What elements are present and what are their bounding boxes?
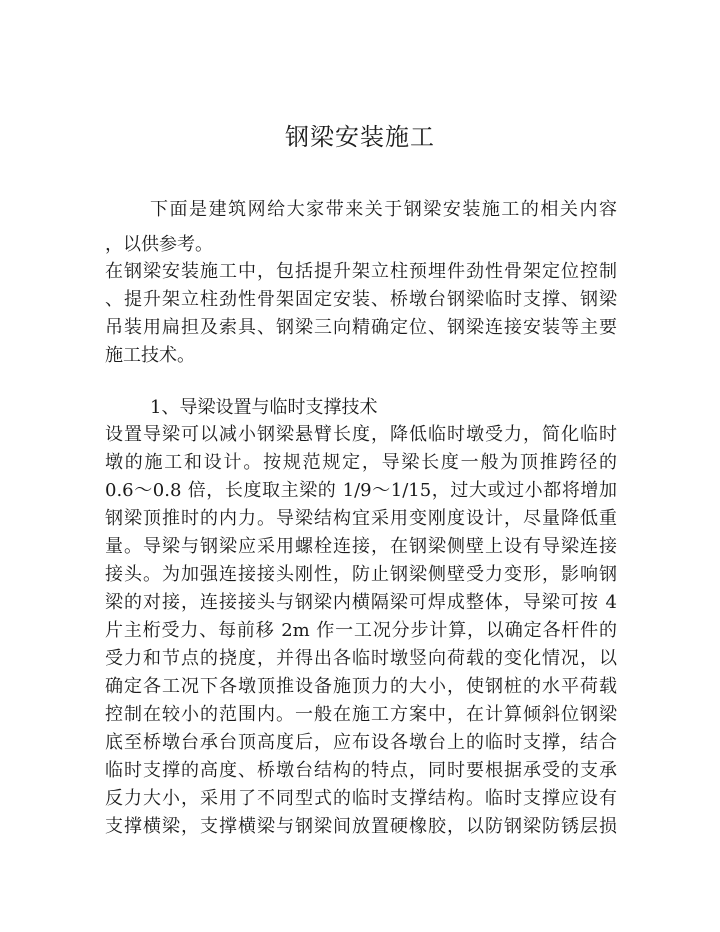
section-line: 片主桁受力、每前移 2m 作一工况分步计算，以确定各杆件的 xyxy=(105,620,617,641)
section-line: 确定各工况下各墩顶推设备施顶力的大小，使钢桩的水平荷载 xyxy=(105,676,617,697)
section-line: 反力大小，采用了不同型式的临时支撑结构。临时支撑应设有 xyxy=(105,788,617,809)
section-line: 临时支撑的高度、桥墩台结构的特点，同时要根据承受的支承 xyxy=(105,760,617,781)
section-line: 受力和节点的挠度，并得出各临时墩竖向荷载的变化情况，以 xyxy=(105,648,617,669)
section-line: 底至桥墩台承台顶高度后，应布设各墩台上的临时支撑，结合 xyxy=(105,732,617,753)
summary-line: 吊装用扁担及索具、钢梁三向精确定位、钢梁连接安装等主要 xyxy=(105,317,617,338)
section-line: 量。导梁与钢梁应采用螺栓连接，在钢梁侧壁上设有导梁连接 xyxy=(105,536,617,557)
section-line: 钢梁顶推时的内力。导梁结构宜采用变刚度设计，尽量降低重 xyxy=(105,508,617,529)
section-line: 设置导梁可以减小钢梁悬臂长度，降低临时墩受力，简化临时 xyxy=(105,424,617,445)
summary-line: 、提升架立柱劲性骨架固定安装、桥墩台钢梁临时支撑、钢梁 xyxy=(105,289,617,310)
section-line: 0.6～0.8 倍，长度取主梁的 1/9～1/15，过大或过小都将增加 xyxy=(105,480,617,501)
section-line: 接头。为加强连接接头刚性，防止钢梁侧壁受力变形，影响钢 xyxy=(105,564,617,585)
section-heading: 1、导梁设置与临时支撑技术 xyxy=(150,397,378,418)
section-line: 墩的施工和设计。按规范规定，导梁长度一般为顶推跨径的 xyxy=(105,452,617,473)
intro-line: 下面是建筑网给大家带来关于钢梁安装施工的相关内容 xyxy=(150,199,617,220)
intro-line: ，以供参考。 xyxy=(105,234,213,255)
document-title: 钢梁安装施工 xyxy=(285,123,435,151)
section-line: 支撑横梁，支撑横梁与钢梁间放置硬橡胶，以防钢梁防锈层损 xyxy=(105,816,617,837)
section-line: 控制在较小的范围内。一般在施工方案中，在计算倾斜位钢梁 xyxy=(105,704,617,725)
summary-line: 施工技术。 xyxy=(105,345,195,366)
section-line: 梁的对接，连接接头与钢梁内横隔梁可焊成整体，导梁可按 4 xyxy=(105,592,617,613)
summary-line: 在钢梁安装施工中，包括提升架立柱预埋件劲性骨架定位控制 xyxy=(105,261,617,282)
